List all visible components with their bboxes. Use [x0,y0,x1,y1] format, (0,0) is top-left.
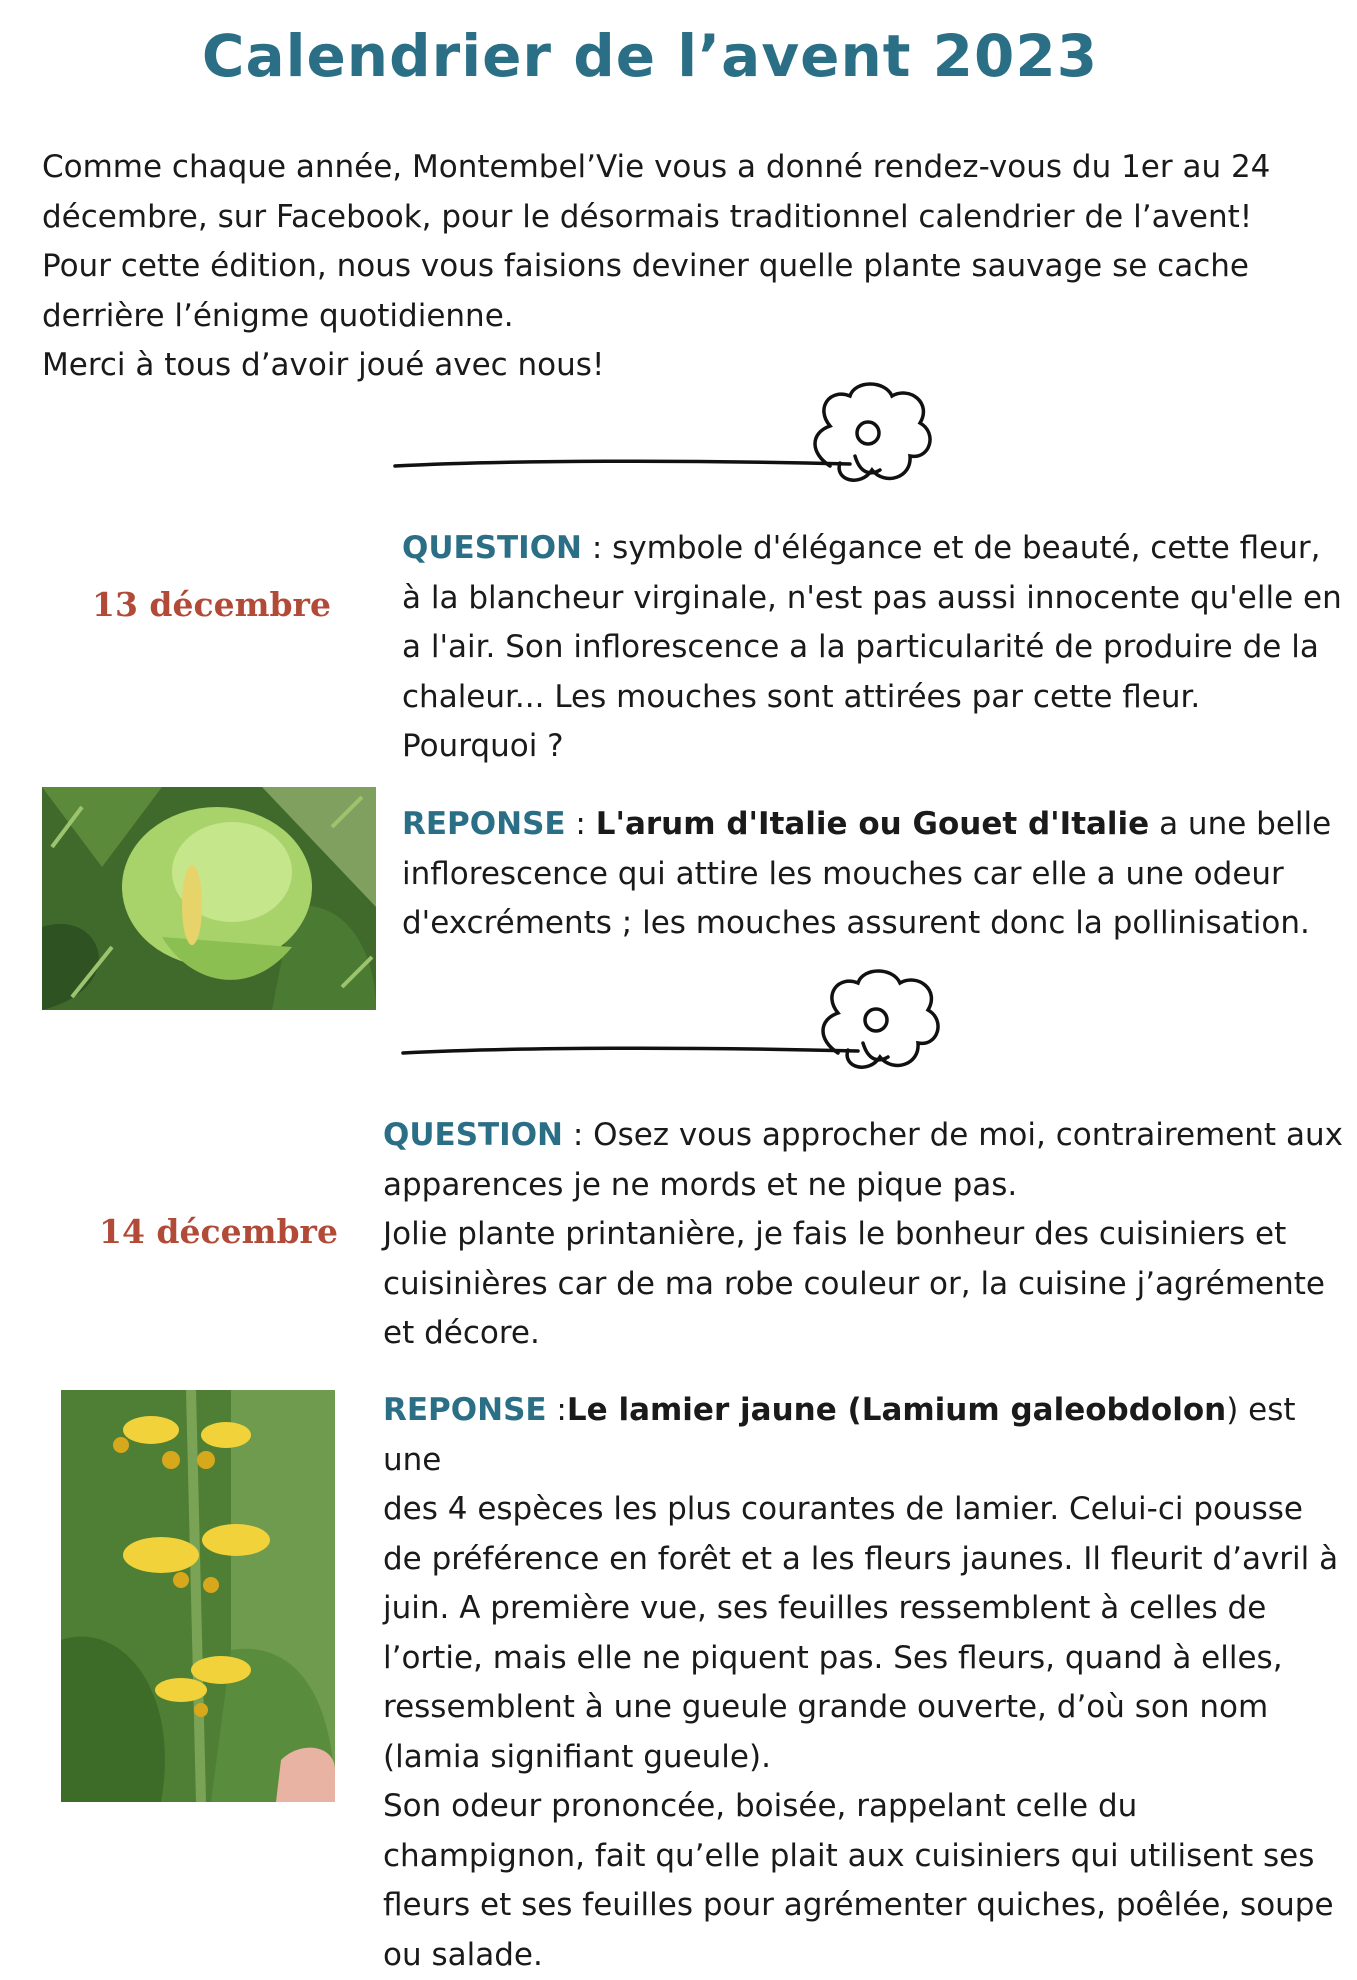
answer-text: juin. A première vue, ses feuilles ressemblent à celles de [383,1584,1343,1634]
intro-line: Pour cette édition, nous vous faisions deviner quelle plante sauvage se cache [42,242,1302,292]
question-text: cuisinières car de ma robe couleur or, la cuisine j’agrémente [383,1260,1343,1310]
divider-stem [403,1048,858,1053]
answer-text: fleurs et ses feuilles pour agrémenter quiches, poêlée, soupe [383,1881,1343,1931]
answer-text: ressemblent à une gueule grande ouverte, d’où son nom [383,1683,1343,1733]
question-text: : symbole d'élégance et de beauté, cette fleur, [582,530,1321,566]
answer-text: de préférence en forêt et a les fleurs jaunes. Il fleurit d’avril à [383,1535,1343,1585]
entry-date: 13 décembre [92,585,331,624]
answer-text: l’ortie, mais elle ne piquent pas. Ses fleurs, quand à elles, [383,1634,1343,1684]
entry-answer [402,800,1342,949]
question-text: apparences je ne mords et ne pique pas. [383,1161,1343,1211]
lamier-photo [61,1390,335,1802]
flower-doodle-icon [815,384,930,480]
answer-text: Son odeur prononcée, boisée, rappelant celle du [383,1782,1343,1832]
intro-line: décembre, sur Facebook, pour le désormais traditionnel calendrier de l’avent! [42,193,1302,243]
entry-question [383,1111,1343,1359]
divider-stem [395,461,850,466]
answer-plant-name: Le lamier jaune (Lamium galeobdolon [567,1392,1226,1428]
flower-divider [398,965,958,1085]
flower-divider [390,378,950,498]
page-title: Calendrier de l’avent 2023 [0,22,1300,90]
answer-text: des 4 espèces les plus courantes de lamier. Celui-ci pousse [383,1485,1343,1535]
question-text: et décore. [383,1309,1343,1359]
entry-date: 14 décembre [99,1212,338,1251]
question-text: chaleur... Les mouches sont attirées par cette fleur. [402,673,1342,723]
answer-text: ou salade. [383,1931,1343,1980]
question-text: Jolie plante printanière, je fais le bonheur des cuisiniers et [383,1210,1343,1260]
intro-text [42,143,1302,391]
answer-label: REPONSE [383,1392,547,1428]
flower-doodle-icon [823,971,938,1067]
question-label: QUESTION [402,530,582,566]
entry-question [402,524,1342,772]
question-label: QUESTION [383,1117,563,1153]
answer-separator: : [547,1392,567,1428]
answer-text: inflorescence qui attire les mouches car elle a une odeur [402,850,1342,900]
arum-photo [42,787,376,1010]
answer-text: champignon, fait qu’elle plait aux cuisiniers qui utilisent ses [383,1832,1343,1882]
question-text: a l'air. Son inflorescence a la particularité de produire de la [402,623,1342,673]
entry-answer [383,1386,1343,1980]
question-text: Pourquoi ? [402,722,1342,772]
answer-text: ) est une [383,1392,1296,1478]
answer-text: d'excréments ; les mouches assurent donc la pollinisation. [402,899,1342,949]
answer-separator: : [566,806,596,842]
intro-line: Merci à tous d’avoir joué avec nous! [42,341,1302,391]
answer-label: REPONSE [402,806,566,842]
answer-text: a une belle [1149,806,1331,842]
question-text: à la blancheur virginale, n'est pas aussi innocente qu'elle en [402,574,1342,624]
answer-plant-name: L'arum d'Italie ou Gouet d'Italie [596,806,1149,842]
answer-text: (lamia signifiant gueule). [383,1733,1343,1783]
intro-line: derrière l’énigme quotidienne. [42,292,1302,342]
intro-line: Comme chaque année, Montembel’Vie vous a donné rendez-vous du 1er au 24 [42,143,1302,193]
question-text: : Osez vous approcher de moi, contrairement aux [563,1117,1343,1153]
